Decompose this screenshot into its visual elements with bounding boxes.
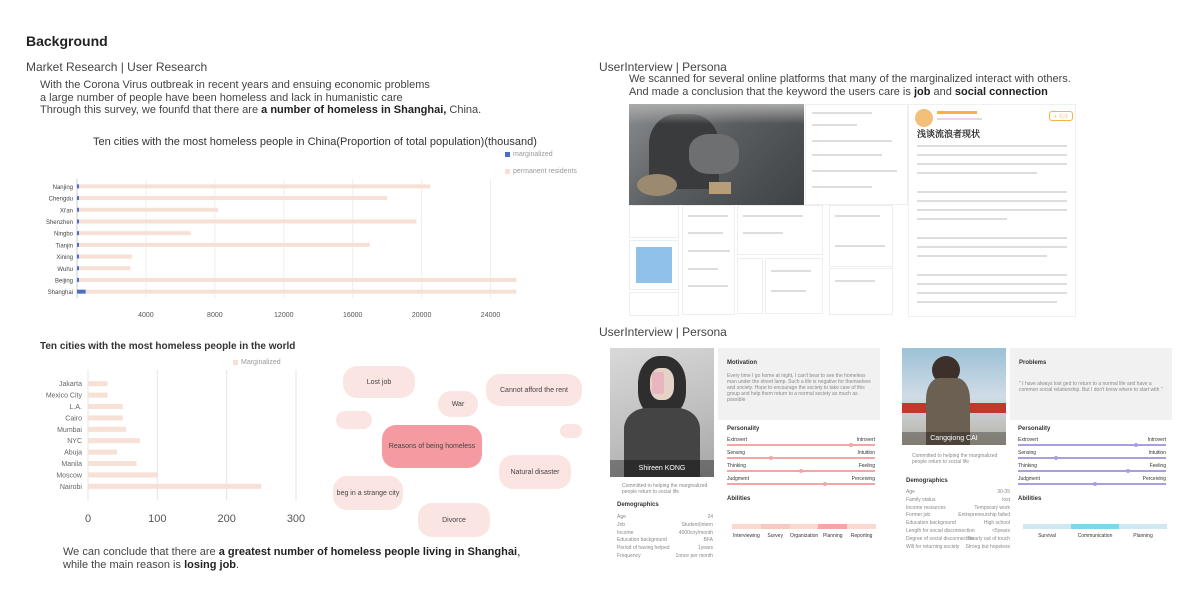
ability-bar — [1119, 524, 1167, 529]
demographic-key: Age — [906, 489, 915, 495]
china-bar-residents — [77, 184, 430, 188]
chat-screenshot-4 — [737, 205, 823, 255]
china-bar-residents — [77, 219, 416, 223]
china-bar-residents — [77, 278, 516, 282]
persona2-personality-title: Personality — [1018, 426, 1051, 432]
interview-line-2: And made a conclusion that the keyword the users care is job and social connection — [629, 85, 1048, 98]
chat-screenshot-2 — [629, 205, 679, 238]
intro-line-1: With the Corona Virus outbreak in recent years and ensuing economic problems — [40, 79, 430, 91]
ability-label: Organization — [789, 533, 819, 539]
trait-slider — [1018, 457, 1166, 459]
ability-bar — [790, 524, 819, 529]
china-category-label: Tianjin — [55, 243, 73, 250]
china-bar-residents — [77, 196, 387, 200]
trait-right-label: Feeling — [858, 463, 875, 469]
trait-left-label: Extrovert — [1018, 437, 1039, 443]
trait-slider-knob — [1126, 469, 1130, 473]
demographic-value: 24 — [707, 514, 713, 520]
chat-screenshot-5 — [765, 258, 823, 314]
demographic-value: 4000cny/month — [678, 529, 713, 536]
demographic-key: Age — [617, 514, 626, 520]
world-bar — [88, 415, 123, 420]
china-bar-marginalized — [77, 219, 79, 223]
china-x-tick: 8000 — [207, 312, 223, 319]
persona2-demographics-title: Demographics — [906, 478, 948, 484]
china-bar-marginalized — [77, 255, 79, 259]
intro-text — [40, 79, 481, 117]
chat-image — [636, 247, 672, 283]
world-bar — [88, 438, 140, 443]
trait-slider — [727, 470, 875, 472]
cloud-natural-disaster: Natural disaster — [499, 455, 571, 489]
ability-bar — [818, 524, 847, 529]
chat-screenshot-3 — [682, 205, 735, 315]
china-x-tick: 16000 — [342, 312, 363, 319]
world-category-label: Manila — [61, 461, 82, 468]
homeless-photo — [629, 104, 804, 205]
demographic-key: Former job — [906, 512, 931, 519]
world-bar — [88, 404, 123, 409]
trait-slider-knob — [1134, 443, 1138, 447]
trait-right-label: Perceiving — [851, 476, 875, 482]
world-x-tick: 100 — [148, 513, 167, 525]
persona1-tagline: Committed to helping the marginalized people return to social life — [622, 483, 708, 495]
trait-left-label: Judgment — [1018, 476, 1040, 482]
china-bar-marginalized — [77, 231, 79, 235]
china-bar-residents — [77, 290, 516, 294]
world-category-label: Mumbai — [57, 426, 82, 434]
persona1-photo — [610, 348, 714, 477]
demographic-key: Degree of social disconnection — [906, 535, 975, 542]
trait-slider — [727, 483, 875, 485]
china-category-label: Ningbo — [53, 231, 73, 238]
china-category-label: Shanghai — [47, 290, 73, 297]
persona2-problems-text: " I have always lost ged to return to a normal life and have a common social relationship. But I don't know where to start with " — [1019, 381, 1163, 393]
china-category-label: Nanjing — [52, 184, 73, 191]
world-bar — [88, 450, 117, 455]
trait-right-label: Feeling — [1149, 463, 1166, 469]
china-bar-marginalized — [77, 278, 79, 282]
demographic-key: Job — [617, 521, 626, 528]
demographic-value: Entrepreneurship failed — [958, 512, 1010, 519]
intro-line-3: Through this survey, we founfd that there are a number of homeless in Shanghai, China. — [40, 104, 482, 116]
trait-slider-knob — [1054, 456, 1058, 460]
world-bar — [88, 393, 107, 398]
conclusion-text — [63, 546, 528, 571]
world-bar — [88, 427, 126, 432]
china-category-label: Chengdu — [48, 196, 73, 203]
demographic-value: Student(intern — [681, 521, 713, 528]
demographic-value: High school — [983, 520, 1010, 527]
persona1-personality-title: Personality — [727, 426, 760, 432]
chat-screenshot-9 — [629, 292, 679, 316]
demographic-value: 1once per month — [675, 553, 713, 559]
article-screenshot — [908, 104, 1076, 317]
trait-left-label: Thinking — [1018, 463, 1037, 469]
trait-right-label: Introvert — [856, 437, 875, 443]
ability-bar — [847, 524, 876, 529]
demographic-key: Period of having helped — [617, 545, 670, 552]
photo-figure-2 — [689, 134, 739, 174]
ability-label: Planning — [823, 533, 843, 539]
china-bar-residents — [77, 243, 370, 247]
demographic-value: Strong but hopeless — [965, 543, 1010, 550]
conclusion-line-1: We can conclude that there are a greatest number of homeless people living in Shanghai， — [63, 546, 529, 558]
china-x-tick: 20000 — [411, 312, 432, 319]
demographic-value: lost — [1002, 496, 1010, 503]
conclusion-line-2: while the main reason is losing job. — [63, 558, 240, 571]
interview-top-text — [629, 73, 1071, 98]
china-bar-marginalized — [77, 208, 79, 212]
china-x-tick: 24000 — [480, 312, 501, 319]
cloud-war: War — [438, 391, 478, 417]
world-category-label: Cairo — [65, 415, 82, 423]
china-bar-residents — [77, 266, 130, 270]
cloud-rent: Cannot afford the rent — [486, 374, 582, 406]
persona2-problems-box — [1010, 348, 1172, 420]
demographic-key: Education background — [906, 520, 956, 527]
section-title-interview-bottom: UserInterview | Persona — [599, 325, 727, 339]
persona2-abilities-title: Abilities — [1018, 496, 1042, 502]
legend-swatch — [505, 169, 510, 174]
legend-residents: permanent residents — [505, 168, 577, 175]
trait-left-label: Sensing — [1018, 450, 1037, 456]
trait-left-label: Judgment — [727, 476, 749, 482]
legend-world-marginalized: Marginalized — [233, 359, 281, 366]
world-category-label: L.A. — [69, 404, 82, 411]
world-chart-title: Ten cities with the most homeless people in the world — [40, 341, 296, 352]
article-title: 浅谈流浪者现状 — [917, 129, 981, 139]
demographic-key: Will for returning society — [906, 543, 960, 550]
china-bar-marginalized — [77, 266, 79, 270]
chat-screenshot-8 — [629, 240, 679, 290]
china-category-label: Xining — [56, 255, 73, 262]
author-avatar — [915, 109, 933, 127]
trait-slider — [1018, 470, 1166, 472]
ability-label: Survival — [1038, 533, 1056, 539]
trait-slider — [727, 457, 875, 459]
china-bar-residents — [77, 255, 132, 259]
world-bar — [88, 484, 261, 489]
china-category-label: Shenzhen — [45, 219, 73, 226]
world-x-tick: 200 — [217, 513, 236, 525]
chat-screenshot-7 — [829, 268, 893, 315]
ability-bar — [761, 524, 790, 529]
persona1-abilities-title: Abilities — [727, 496, 751, 502]
persona2-tagline: Committed to helping the marginalized people return to social life — [912, 453, 998, 465]
world-x-tick: 300 — [286, 513, 306, 525]
demographic-value: Temporary work — [974, 504, 1010, 511]
demographic-key: Family status — [906, 496, 936, 503]
china-chart-title: Ten cities with the most homeless people in China(Proportion of total population)(thousand) — [93, 136, 537, 148]
cloud-beg: beg in a strange city — [333, 476, 403, 510]
cloud-lost-job: Lost job — [343, 366, 415, 398]
world-category-label: Moscow — [56, 472, 82, 480]
trait-slider-knob — [849, 443, 853, 447]
china-bar-marginalized — [77, 290, 86, 294]
china-x-tick: 4000 — [138, 312, 154, 319]
trait-slider — [727, 444, 875, 446]
demographic-value: <5years — [992, 528, 1010, 534]
follow-button[interactable]: + 关注 — [1049, 111, 1073, 121]
trait-slider — [1018, 483, 1166, 485]
persona1-name: Shireen KONG — [610, 460, 714, 477]
china-bar-chart — [40, 175, 560, 325]
china-bar-residents — [77, 231, 191, 235]
trait-right-label: Introvert — [1147, 437, 1166, 443]
trait-slider-knob — [823, 482, 827, 486]
trait-right-label: Perceiving — [1142, 476, 1166, 482]
world-bar-chart — [40, 370, 320, 530]
cloud-center-reasons: Reasons of being homeless — [382, 425, 482, 468]
world-bar — [88, 472, 157, 477]
world-bar — [88, 381, 107, 386]
trait-slider — [1018, 444, 1166, 446]
world-x-tick: 0 — [84, 513, 92, 525]
demographic-key: Income — [617, 529, 634, 536]
demographic-key: Length for social disconnection — [906, 528, 975, 534]
cloud-blank-2 — [560, 424, 582, 438]
world-category-label: Mexico City — [45, 392, 82, 400]
trait-left-label: Thinking — [727, 463, 746, 469]
phone-shape — [652, 372, 664, 394]
photo-sky — [629, 104, 804, 124]
persona1-motivation-box — [718, 348, 880, 420]
world-category-label: Nairobi — [59, 483, 82, 491]
trait-left-label: Extrovert — [727, 437, 748, 443]
persona1-motivation-text: Every time I go home at night, I can't bear to see the homeless man under the street lamp. Such a life is negative for themselves and society. Hope to encourage the society to take care of this group and help them return to a normal society as much as possible — [727, 373, 871, 403]
section-title-market: Market Research | User Research — [26, 60, 208, 74]
interview-line-1: We scanned for several online platforms that many of the marginalized interact with others. — [629, 73, 1071, 85]
legend-marginalized: marginalized — [505, 151, 553, 158]
intro-line-2: a large number of people have been homeless and lack in humanistic care — [40, 91, 403, 104]
photo-box — [709, 182, 731, 194]
demographic-value: 30-35 — [997, 489, 1010, 495]
ability-label: Survey — [767, 533, 783, 539]
china-bar-marginalized — [77, 243, 79, 247]
persona2-photo — [902, 348, 1006, 445]
persona1-motivation-title: Motivation — [727, 360, 757, 366]
persona2-name: Cangqiong CAI — [902, 432, 1006, 445]
trait-left-label: Sensing — [727, 450, 746, 456]
ability-label: Communication — [1077, 533, 1113, 539]
demographic-value: BFA — [703, 537, 713, 544]
world-category-label: NYC — [67, 438, 82, 446]
demographic-key: Income resources — [906, 504, 946, 511]
ability-label: Reporting — [850, 533, 873, 539]
persona2-problems-title: Problems — [1019, 360, 1047, 366]
cloud-blank-1 — [336, 411, 372, 429]
persona1-demographics-title: Demographics — [617, 502, 659, 508]
chat-screenshot-10 — [737, 258, 763, 314]
demographic-value: 1years — [697, 545, 713, 552]
trait-right-label: Intuition — [1148, 450, 1166, 456]
photo-dog — [637, 174, 677, 196]
china-category-label: Beijing — [54, 278, 73, 285]
china-category-label: Wuhu — [57, 266, 73, 273]
ability-label: Interviewing — [733, 533, 760, 539]
ability-bar — [1023, 524, 1071, 529]
trait-slider-knob — [769, 456, 773, 460]
ability-bar — [1071, 524, 1119, 529]
trait-right-label: Intuition — [857, 450, 875, 456]
trait-slider-knob — [799, 469, 803, 473]
demographic-value: Nearly out of touch — [968, 535, 1010, 542]
world-category-label: Abuja — [64, 449, 82, 457]
trait-slider-knob — [1093, 482, 1097, 486]
ability-bar — [732, 524, 761, 529]
legend-swatch — [233, 360, 238, 365]
demographic-key: Frequency — [617, 553, 641, 559]
world-bar — [88, 461, 137, 466]
legend-swatch — [505, 152, 510, 157]
china-bar-marginalized — [77, 196, 79, 200]
china-bar-marginalized — [77, 184, 79, 188]
cloud-divorce: Divorce — [418, 503, 490, 537]
ability-label: Planning — [1133, 533, 1153, 539]
china-x-tick: 12000 — [274, 312, 294, 319]
china-bar-residents — [77, 208, 218, 212]
world-category-label: Jakarta — [59, 381, 82, 389]
china-category-label: Xi'an — [59, 208, 73, 215]
page-heading: Background — [26, 33, 108, 49]
demographic-key: Education background — [617, 537, 667, 544]
section-title-interview-top: UserInterview | Persona — [599, 60, 727, 74]
